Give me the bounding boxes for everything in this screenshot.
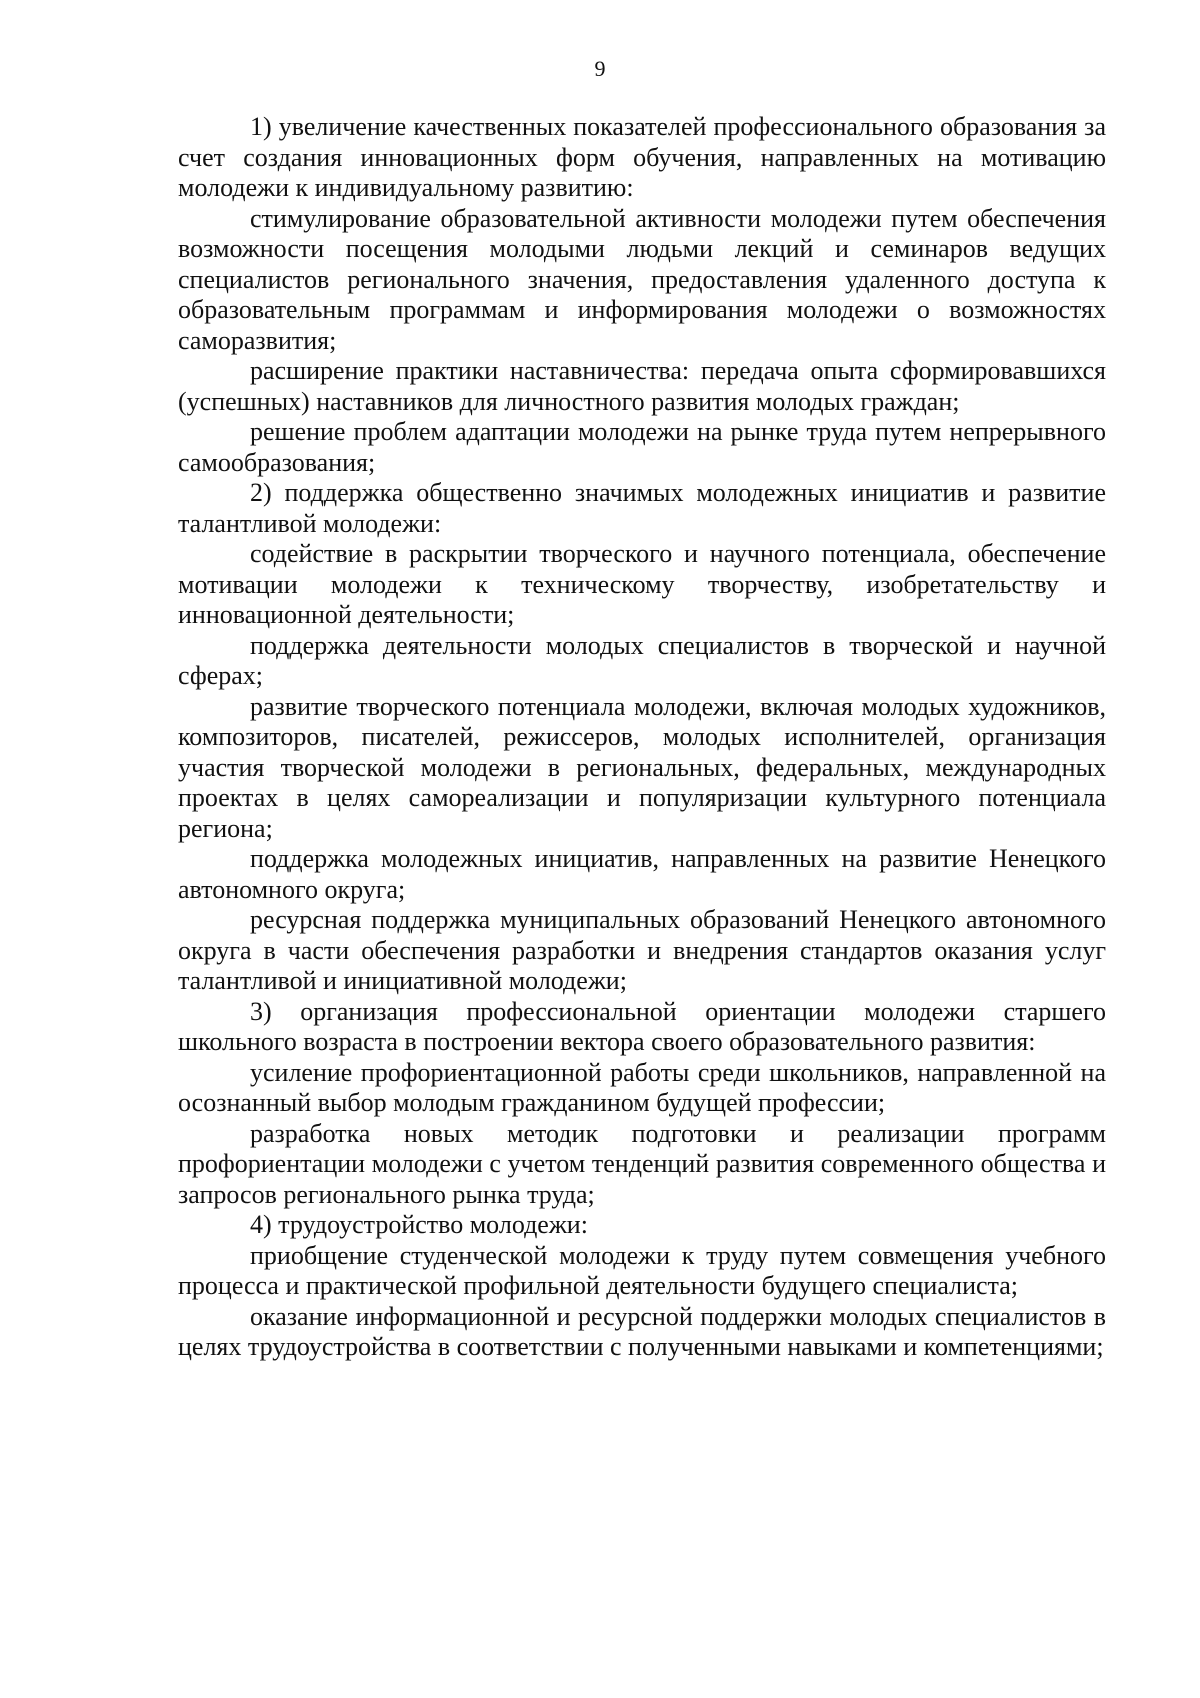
paragraph-item-2-c: развитие творческого потенциала молодежи, включая молодых художников, композиторов, писателей, режиссеров, молодых исполнителей, организация участия творческой молодежи в региональных, федеральных, международных проектах в целях самореализации и популяризации культурного потенциала региона; bbox=[178, 691, 1106, 843]
paragraph-item-2-d: поддержка молодежных инициатив, направленных на развитие Ненецкого автономного округа; bbox=[178, 844, 1106, 904]
paragraph-item-4-a: приобщение студенческой молодежи к труду путем совмещения учебного процесса и практической профильной деятельности будущего специалиста; bbox=[178, 1240, 1106, 1300]
paragraph-item-1: 1) увеличение качественных показателей профессионального образования за счет создания инновационных форм обучения, направленных на мотивацию молодежи к индивидуальному развитию: bbox=[178, 112, 1106, 202]
page-number: 9 bbox=[594, 56, 606, 81]
paragraph-item-3: 3) организация профессиональной ориентации молодежи старшего школьного возраста в построении вектора своего образовательного развития: bbox=[178, 996, 1106, 1056]
paragraph-item-2: 2) поддержка общественно значимых молодежных инициатив и развитие талантливой молодежи: bbox=[178, 478, 1106, 538]
document-body bbox=[178, 112, 1106, 1363]
paragraph-item-3-b: разработка новых методик подготовки и реализации программ профориентации молодежи с учетом тенденций развития современного общества и запросов регионального рынка труда; bbox=[178, 1118, 1106, 1209]
paragraph-item-2-b: поддержка деятельности молодых специалистов в творческой и научной сферах; bbox=[178, 630, 1106, 690]
paragraph-item-3-a: усиление профориентационной работы среди школьников, направленной на осознанный выбор молодым гражданином будущей профессии; bbox=[178, 1057, 1106, 1117]
paragraph-item-2-e: ресурсная поддержка муниципальных образований Ненецкого автономного округа в части обеспечения разработки и внедрения стандартов оказания услуг талантливой и инициативной молодежи; bbox=[178, 905, 1106, 995]
paragraph-item-1-b: расширение практики наставничества: передача опыта сформировавшихся (успешных) наставников для личностного развития молодых граждан; bbox=[178, 356, 1106, 416]
paragraph-item-1-a: стимулирование образовательной активности молодежи путем обеспечения возможности посещения молодыми людьми лекций и семинаров ведущих специалистов регионального значения, предоставления удаленного доступа к образовательным программам и информирования молодежи о возможностях саморазвития; bbox=[178, 203, 1106, 355]
paragraph-item-1-c: решение проблем адаптации молодежи на рынке труда путем непрерывного самообразования; bbox=[178, 417, 1106, 477]
paragraph-item-4-b: оказание информационной и ресурсной поддержки молодых специалистов в целях трудоустройства в соответствии с полученными навыками и компетенциями; bbox=[178, 1301, 1106, 1361]
paragraph-item-2-a: содействие в раскрытии творческого и научного потенциала, обеспечение мотивации молодежи к техническому творчеству, изобретательству и инновационной деятельности; bbox=[178, 539, 1106, 629]
paragraph-item-4: 4) трудоустройство молодежи: bbox=[250, 1210, 588, 1239]
